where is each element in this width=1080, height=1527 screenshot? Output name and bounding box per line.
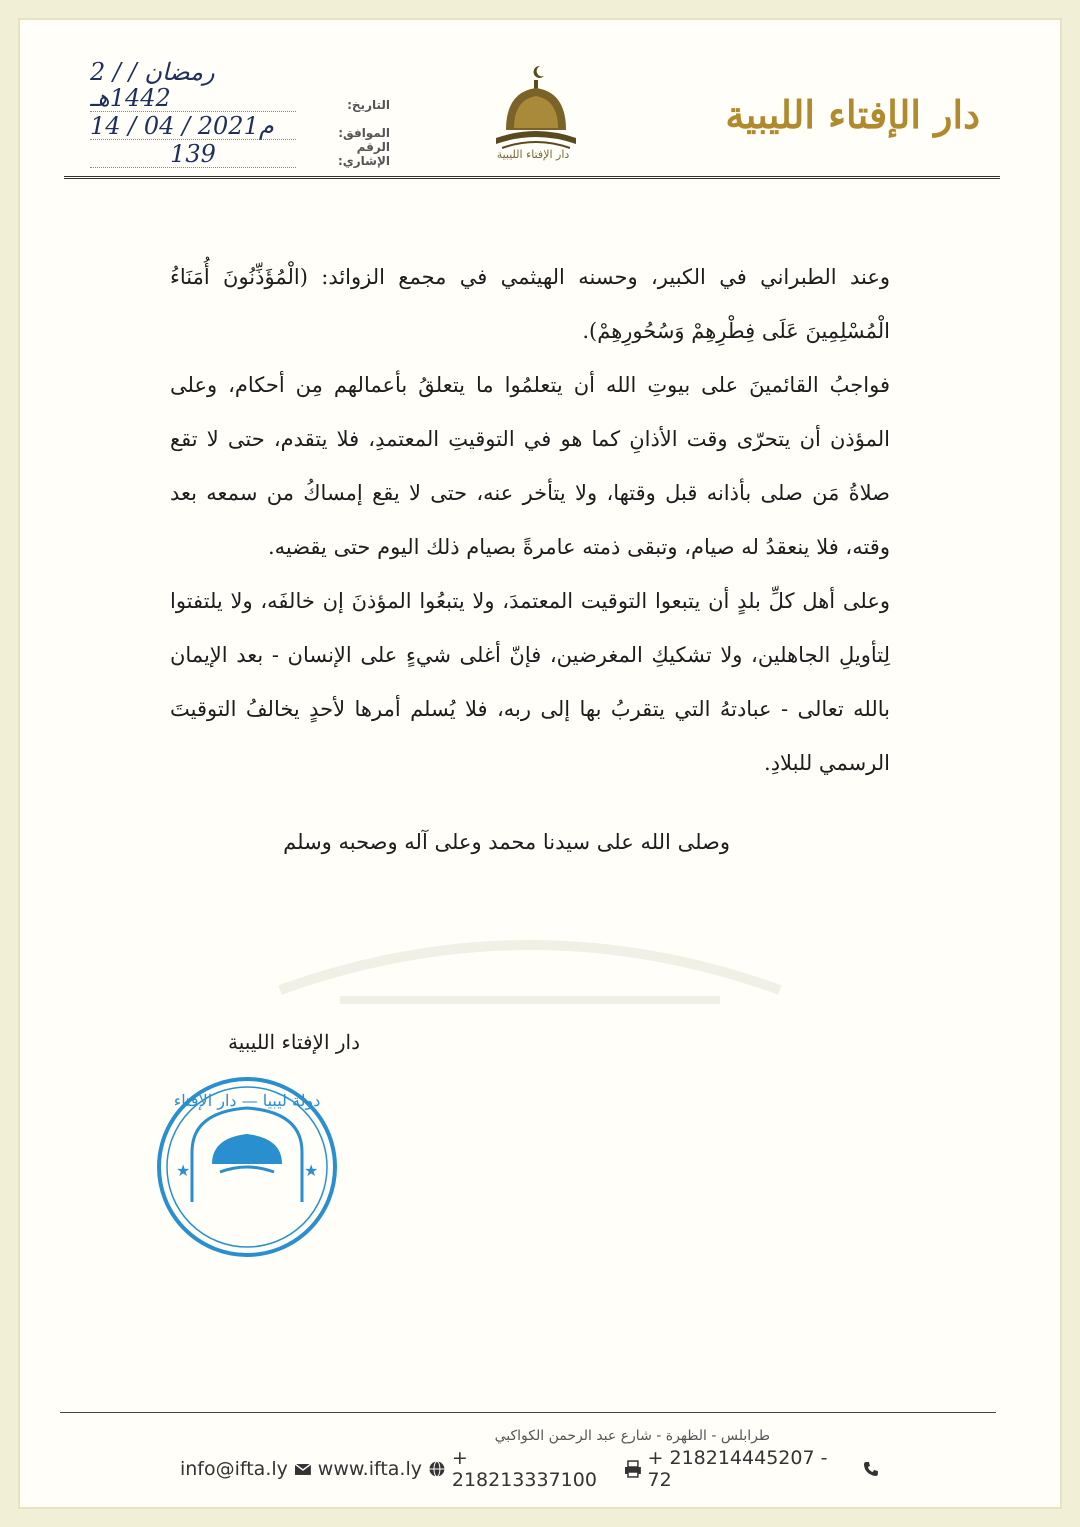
footer-address: طرابلس - الظهرة - شارع عبد الرحمن الكواكبي bbox=[494, 1428, 770, 1444]
logo-caption: دار الإفتاء الليبية bbox=[496, 148, 570, 161]
svg-text:★: ★ bbox=[304, 1161, 319, 1180]
email-icon bbox=[294, 1460, 312, 1478]
letter-body bbox=[170, 250, 890, 790]
body-paragraph: فواجبُ القائمينَ على بيوتِ الله أن يتعلمُوا ما يتعلقُ بأعمالهم مِن أحكام، وعلى المؤذن أن يتحرّى وقت الأذانِ كما هو في التوقيتِ المعتمدِ، فلا يتقدم، حتى لا تقع صلاةُ مَن صلى بأذانه قبل وقتها، ولا يتأخر عنه، حتى لا يقع إمساكُ من سمعه بعد وقته، فلا ينعقدُ له صيام، وتبقى ذمته عامرةً بصيام ذلك اليوم حتى يقضيه. bbox=[170, 373, 890, 559]
phone-icon bbox=[862, 1460, 880, 1478]
watermark-logo-icon bbox=[220, 880, 840, 1020]
corresponding-label: الموافق: bbox=[338, 126, 390, 140]
brand-title: دار الإفتاء الليبية bbox=[725, 92, 980, 137]
footer-email[interactable]: info@ifta.ly bbox=[179, 1458, 288, 1480]
official-stamp-icon bbox=[152, 1072, 342, 1262]
signature-name: دار الإفتاء الليبية bbox=[228, 1030, 360, 1054]
reference-label: الرقم الإشاري: bbox=[337, 140, 390, 168]
corresponding-row bbox=[90, 112, 390, 140]
footer-phone: + 218214445207 - 72 bbox=[647, 1447, 828, 1491]
reference-value: 139 bbox=[90, 141, 296, 168]
globe-icon bbox=[428, 1460, 446, 1478]
reference-row bbox=[90, 140, 390, 168]
stamp-text: دولة ليبيا — دار الإفتاء bbox=[173, 1091, 321, 1110]
footer-divider bbox=[60, 1412, 996, 1413]
date-row bbox=[90, 58, 390, 112]
footer-fax: + 218213337100 bbox=[451, 1447, 597, 1491]
fax-icon bbox=[624, 1460, 642, 1478]
date-label: التاريخ: bbox=[347, 98, 390, 112]
letter-meta bbox=[90, 58, 390, 168]
footer-website[interactable]: www.ifta.ly bbox=[317, 1458, 422, 1480]
background-watermark bbox=[220, 880, 840, 1043]
svg-text:★: ★ bbox=[176, 1161, 191, 1180]
date-value: 2 / رمضان / 1442هـ bbox=[90, 59, 296, 112]
body-paragraph: وعلى أهل كلِّ بلدٍ أن يتبعوا التوقيت المعتمدَ، ولا يتبعُوا المؤذنَ إن خالفَه، ولا يلتفتوا لِتأويلِ الجاهلين، ولا تشكيكِ المغرضين، فإنّ أغلى شيءٍ على الإنسان - بعد الإيمان بالله تعالى - عبادتهُ التي يتقربُ بها إلى ربه، فلا يُسلم أمرها لأحدٍ يخالفُ التوقيتَ الرسمي للبلادِ. bbox=[170, 589, 890, 775]
corresponding-value: 14 / 04 / 2021م bbox=[90, 113, 296, 140]
closing-salutation: وصلى الله على سيدنا محمد وعلى آله وصحبه وسلم bbox=[283, 830, 730, 854]
body-paragraph: وعند الطبراني في الكبير، وحسنه الهيثمي في مجمع الزوائد: (الْمُؤَذِّنُونَ أُمَنَاءُ الْمُسْلِمِينَ عَلَى فِطْرِهِمْ وَسُحُورِهِمْ). bbox=[170, 265, 890, 343]
footer-contacts bbox=[179, 1447, 880, 1491]
header-divider bbox=[64, 176, 1000, 179]
